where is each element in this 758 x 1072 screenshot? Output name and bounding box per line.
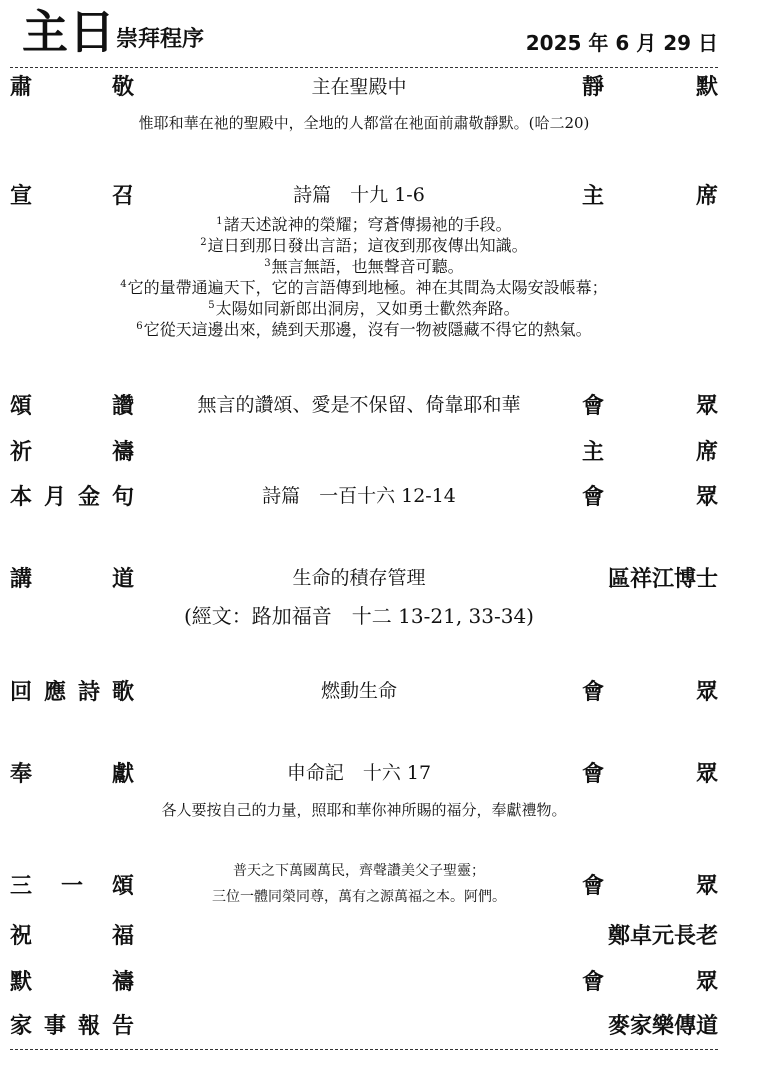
verse-line: $^6$它從天這邊出來，繞到天那邊，沒有一物被隱藏不得它的熱氣。 [136, 320, 592, 339]
item-offering: 奉 獻 [10, 762, 134, 787]
verse-line: $^4$它的量帶通遍天下，它的言語傳到地極。神在其間為太陽安設帳幕； [120, 278, 608, 297]
doxology-line: 三位一體同榮同尊，萬有之源萬福之本。阿們。 [212, 889, 506, 905]
sermon-title: 生命的積存管理 [292, 567, 426, 589]
reverence-note: 惟耶和華在祂的聖殿中，全地的人都當在祂面前肅敬靜默。(哈二20) [138, 114, 590, 132]
offering-person: 會 眾 [582, 762, 718, 787]
bulletin-subtitle: 崇拜程序 [116, 27, 205, 52]
service-date: 2025 年 6 月 29 日 [525, 31, 718, 55]
footer-divider [10, 1049, 718, 1050]
reverence-person: 靜 默 [582, 75, 718, 100]
doxology-line: 普天之下萬國萬民，齊聲讚美父子聖靈； [233, 863, 485, 879]
item-call: 宣 召 [10, 184, 134, 209]
praise-content: 無言的讚頌、愛是不保留、倚靠耶和華 [197, 394, 521, 416]
benediction-person: 鄭卓元長老 [607, 924, 718, 949]
doxology-lyrics [140, 858, 578, 910]
item-memory-verse: 本 月 金 句 [10, 485, 134, 510]
memory-person: 會 眾 [582, 485, 718, 510]
verse-line: $^2$這日到那日發出言語；這夜到那夜傳出知識。 [200, 236, 528, 255]
verse-line: $^5$太陽如同新郎出洞房，又如勇士歡然奔路。 [208, 299, 520, 318]
item-doxology: 三 一 頌 [10, 874, 134, 899]
bulletin-title: 主日 [22, 5, 116, 59]
call-content: 詩篇 十九 1-6 [293, 184, 425, 206]
item-prayer: 祈 禱 [10, 440, 134, 465]
silent-person: 會 眾 [582, 970, 718, 995]
response-person: 會 眾 [582, 680, 718, 705]
memory-content: 詩篇 一百十六 12-14 [262, 485, 456, 507]
offering-content: 申命記 十六 17 [286, 762, 432, 784]
item-praise: 頌 讚 [10, 394, 134, 419]
announcements-person: 麥家樂傳道 [607, 1014, 718, 1039]
call-person: 主 席 [582, 184, 718, 209]
sermon-speaker: 區祥江博士 [607, 567, 718, 592]
item-label: 肅 [10, 75, 33, 100]
item-benediction: 祝 福 [10, 924, 134, 949]
offering-note: 各人要按自己的力量，照耶和華你神所賜的福分，奉獻禮物。 [161, 801, 567, 819]
header-divider [10, 67, 718, 68]
verse-line: $^3$無言無語，也無聲音可聽。 [264, 257, 464, 276]
item-response-hymn: 回 應 詩 歌 [10, 680, 134, 705]
item-silent-prayer: 默 禱 [10, 970, 134, 995]
reverence-content: 主在聖殿中 [311, 76, 407, 98]
item-announcements: 家 事 報 告 [10, 1014, 134, 1039]
item-reverence: 肅 敬 [10, 75, 134, 100]
item-sermon: 講 道 [10, 567, 134, 592]
verse-line: $^1$諸天述說神的榮耀；穹蒼傳揚祂的手段。 [216, 215, 512, 234]
praise-person: 會 眾 [582, 394, 718, 419]
sermon-scripture: (經文：路加福音 十二 13-21, 33-34) [184, 604, 534, 628]
response-content: 燃動生命 [320, 680, 397, 702]
doxology-person: 會 眾 [582, 874, 718, 899]
prayer-person: 主 席 [582, 440, 718, 465]
call-verses [10, 214, 718, 340]
